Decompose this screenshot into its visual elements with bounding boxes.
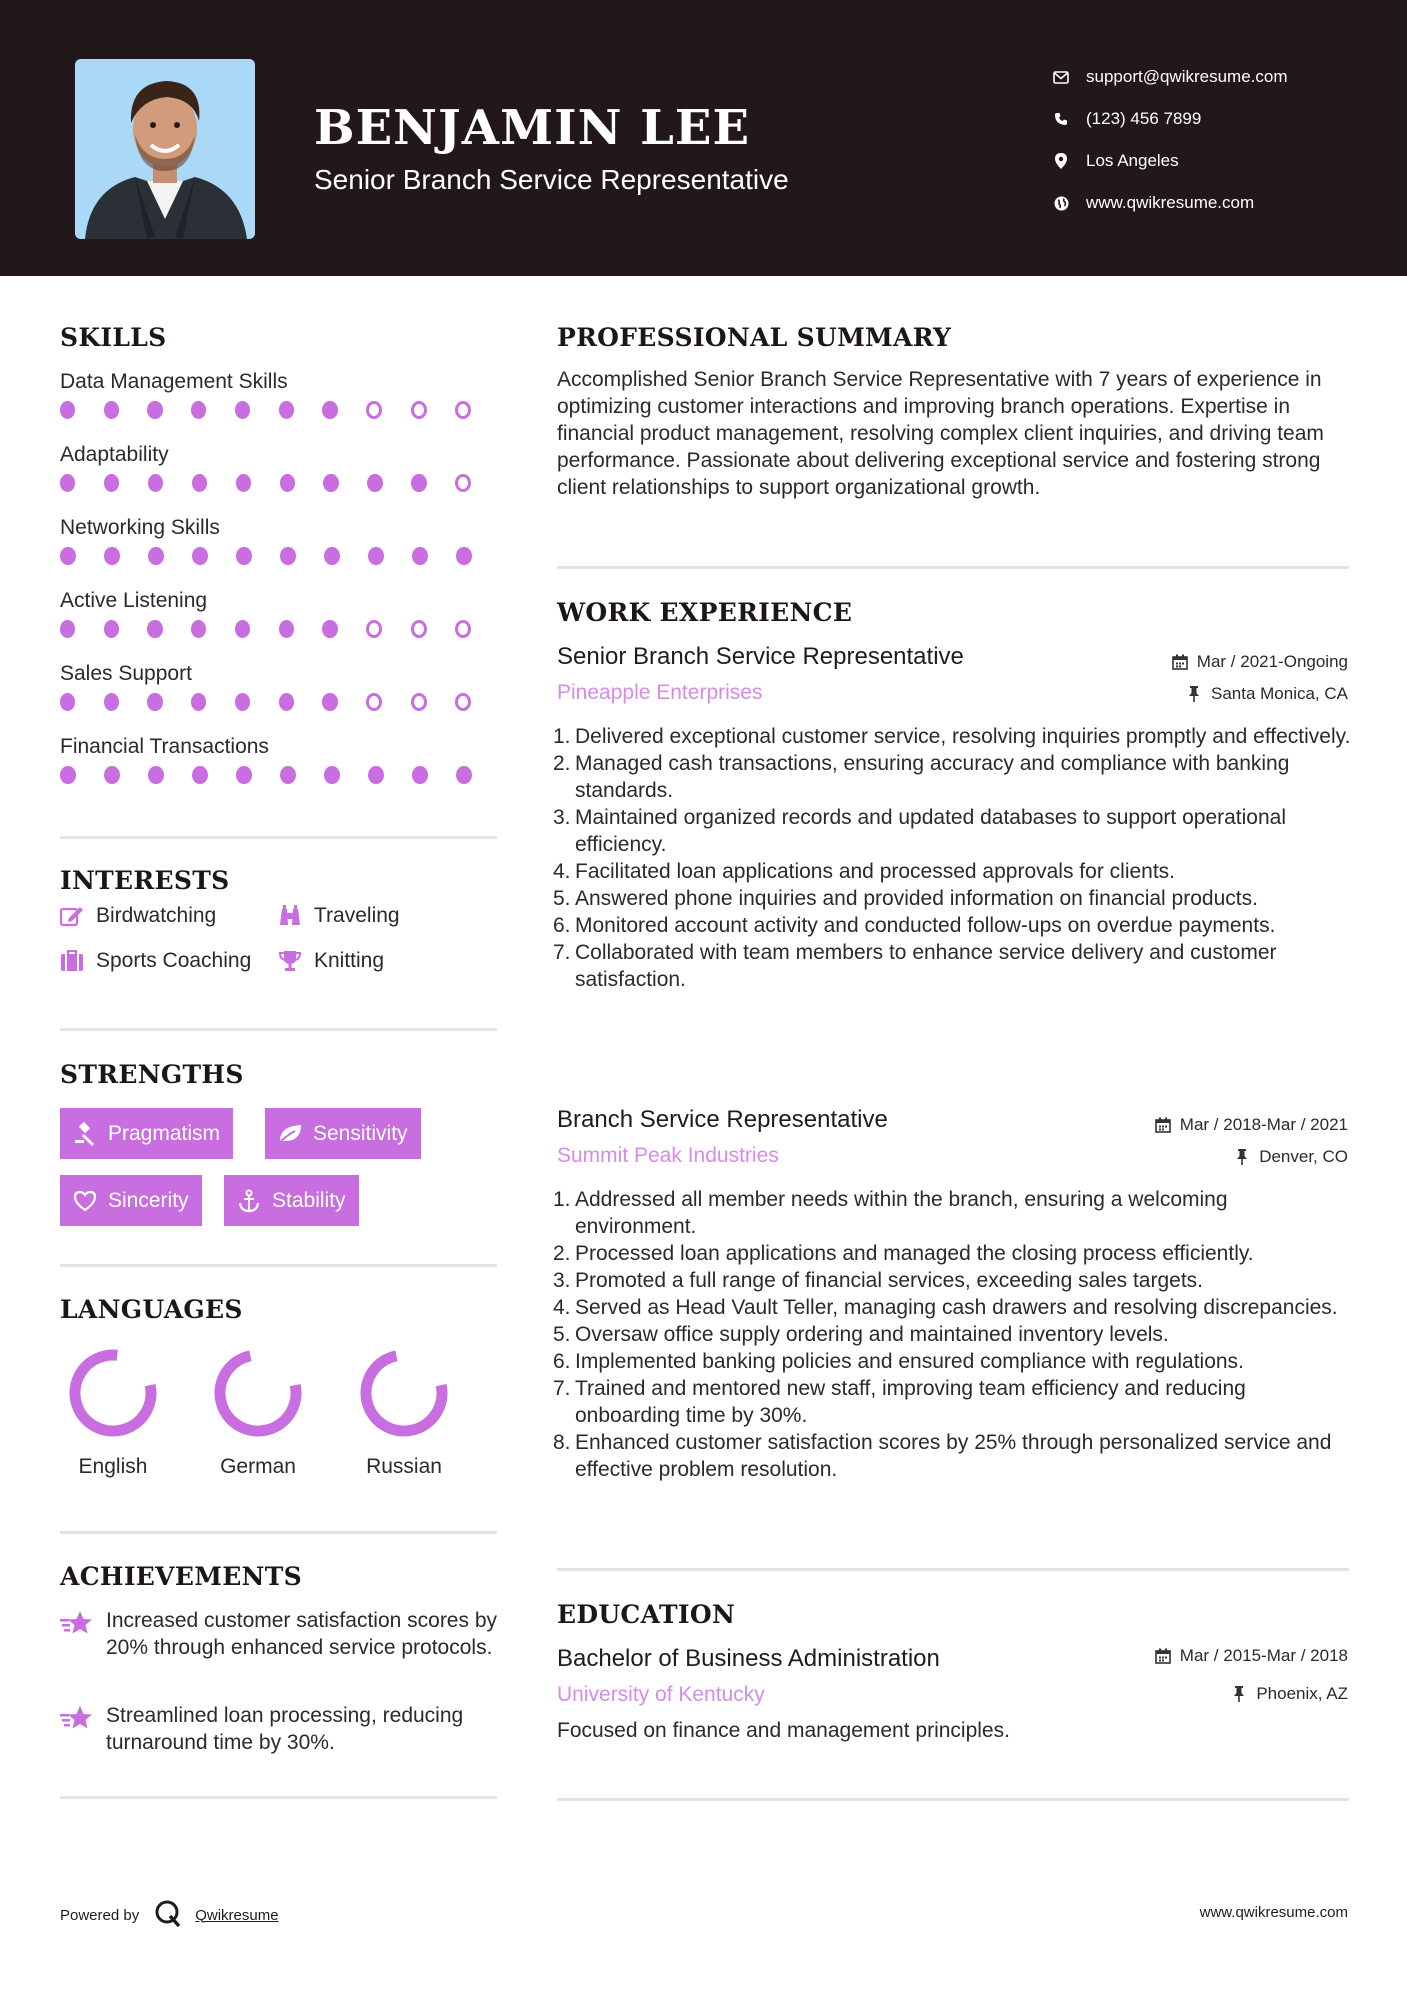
job-dates-text: Mar / 2018-Mar / 2021 [1179,1115,1348,1134]
skill-item [60,367,500,440]
rating-dot-filled [192,547,208,565]
bullet-number: 1. [553,725,571,748]
leaf-icon [277,1122,303,1146]
rating-dot-filled [235,693,250,711]
strength-label: Stability [272,1188,346,1212]
bullet-text: Answered phone inquiries and provided information on financial products. [575,887,1258,910]
language-gauge-arc [213,1348,303,1438]
skill-name: Networking Skills [60,516,220,539]
globe-icon [1050,196,1072,211]
interest-label: Traveling [314,904,400,927]
phone-icon [1050,112,1072,126]
footer-powered-by [60,1898,279,1932]
rating-dot-filled [104,620,119,638]
pushpin-icon [1233,1148,1251,1166]
contact-location-text: Los Angeles [1086,151,1179,170]
bullet-number: 5. [553,887,571,910]
rating-dot-filled [322,693,337,711]
rating-dot-filled [147,620,162,638]
strengths-title: STRENGTHS [60,1060,244,1089]
rating-dot-filled [60,547,76,565]
rating-dot-filled [368,547,384,565]
rating-dot-filled [104,401,119,419]
rating-dot-filled [104,693,119,711]
rating-dot-filled [280,547,296,565]
bullet-number: 3. [553,1269,571,1292]
strength-label: Pragmatism [108,1121,221,1145]
interest-item [60,904,216,928]
rating-dot-filled [322,401,337,419]
rating-dot-filled [236,547,252,565]
skill-rating [60,474,500,492]
envelope-icon [1050,71,1072,84]
rating-dot-filled [235,620,250,638]
heart-icon [72,1189,98,1213]
anchor-icon [236,1189,262,1213]
bullet-text: Addressed all member needs within the branch, ensuring a welcoming environment. [575,1188,1228,1238]
rating-dot-filled [323,474,338,492]
job-bullet [553,1348,1353,1375]
language-item [344,1345,464,1479]
rating-dot-empty [455,620,471,638]
candidate-role: Senior Branch Service Representative [314,164,789,195]
divider [60,1531,497,1534]
summary-title: PROFESSIONAL SUMMARY [557,323,952,352]
bullet-text: Served as Head Vault Teller, managing cash drawers and resolving discrepancies. [575,1296,1338,1319]
rating-dot-filled [235,401,250,419]
skill-name: Active Listening [60,589,208,612]
bullet-text: Monitored account activity and conducted follow-ups on overdue payments. [575,914,1276,937]
job-bullet [553,750,1353,804]
interest-label: Sports Coaching [96,949,252,972]
rating-dot-filled [368,766,384,784]
bullet-text: Trained and mentored new staff, improving team efficiency and reducing onboarding time by 30%. [575,1377,1246,1427]
job-location-text: Santa Monica, CA [1210,684,1348,703]
trophy-icon [278,949,302,973]
calendar-icon [1171,653,1189,671]
job-bullet [553,885,1353,912]
job-title: Branch Service Representative [557,1106,888,1133]
rating-dot-filled [411,474,426,492]
rating-dot-empty [455,401,471,419]
job-bullets [553,723,1353,993]
strength-tag [60,1175,202,1226]
bullet-text: Maintained organized records and updated databases to support operational efficiency. [575,806,1286,856]
language-gauge [356,1345,452,1441]
interests-title: INTERESTS [60,866,230,895]
skill-item [60,513,500,586]
footer-website[interactable]: www.qwikresume.com [1199,1904,1348,1921]
binoculars-icon [278,904,302,928]
rating-dot-filled [280,766,296,784]
pushpin-icon [1230,1685,1248,1703]
rating-dot-filled [148,474,163,492]
rating-dot-filled [236,766,252,784]
rating-dot-filled [324,547,340,565]
bullet-number: 7. [553,941,571,964]
job-dates-text: Mar / 2021-Ongoing [1196,652,1348,671]
powered-by-text: Powered by [60,1906,140,1924]
education-dates [1154,1646,1348,1666]
gavel-icon [72,1122,98,1146]
bullet-number: 2. [553,752,571,775]
contact-list [1050,56,1390,224]
bullet-number: 5. [553,1323,571,1346]
rating-dot-filled [322,620,337,638]
star-icon [60,1704,94,1732]
rating-dot-filled [236,474,251,492]
rating-dot-filled [60,401,75,419]
rating-dot-filled [104,547,120,565]
rating-dot-filled [412,766,428,784]
job-bullets [553,1186,1353,1483]
contact-email-text: support@qwikresume.com [1086,67,1288,86]
rating-dot-filled [60,766,76,784]
skill-rating [60,620,500,638]
rating-dot-filled [104,474,119,492]
job-bullet [553,1321,1353,1348]
interest-label: Birdwatching [96,904,217,927]
rating-dot-empty [366,693,382,711]
edit-icon [60,904,84,928]
job-dates [1154,1115,1348,1135]
rating-dot-filled [412,547,428,565]
job-bullet [553,912,1353,939]
skill-name: Data Management Skills [60,370,288,393]
bullet-number: 2. [553,1242,571,1265]
rating-dot-filled [104,766,120,784]
divider [557,1798,1349,1801]
skill-item [60,659,500,732]
rating-dot-filled [192,766,208,784]
skill-rating [60,547,500,565]
contact-phone-text: (123) 456 7899 [1086,109,1202,128]
job-bullet [553,1240,1353,1267]
rating-dot-filled [191,401,206,419]
bullet-text: Promoted a full range of financial services, exceeding sales targets. [575,1269,1204,1292]
language-gauge-arc [68,1348,158,1438]
skill-rating [60,693,500,711]
rating-dot-filled [191,620,206,638]
rating-dot-filled [60,620,75,638]
skill-item [60,440,500,513]
languages-title: LANGUAGES [60,1295,243,1324]
divider [60,1796,497,1799]
job-bullet [553,858,1353,885]
skill-item [60,732,500,805]
language-gauge-arc [359,1348,449,1438]
rating-dot-filled [456,547,472,565]
skill-name: Adaptability [60,443,169,466]
strength-tag [60,1108,233,1159]
calendar-icon [1154,1116,1172,1134]
bullet-number: 4. [553,860,571,883]
contact-website[interactable] [1050,182,1390,224]
rating-dot-filled [279,620,294,638]
contact-website-text: www.qwikresume.com [1086,193,1255,212]
skills-list [60,367,500,805]
company-name: Pineapple Enterprises [557,681,763,704]
summary-text: Accomplished Senior Branch Service Representative with 7 years of experience in optimizing customer interactions and improving branch operations. Expertise in financial product management, resolving complex client inquiries, and driving team performance. Passionate about delivering exceptional service and fostering strong client relationships to support organizational growth. [557,368,1324,499]
achievement-item [60,1702,500,1756]
language-name: English [78,1455,148,1478]
rating-dot-filled [60,474,75,492]
rating-dot-filled [148,547,164,565]
resume-header [0,0,1407,276]
rating-dot-filled [279,401,294,419]
education-location-text: Phoenix, AZ [1256,1684,1348,1703]
interest-item [278,904,400,928]
rating-dot-filled [456,766,472,784]
bullet-text: Oversaw office supply ordering and maintained inventory levels. [575,1323,1169,1346]
achievement-text: Streamlined loan processing, reducing turnaround time by 30%. [106,1704,464,1754]
bullet-text: Managed cash transactions, ensuring accuracy and compliance with banking standards. [575,752,1290,802]
skill-item [60,586,500,659]
job-bullet [553,1186,1353,1240]
education-dates-text: Mar / 2015-Mar / 2018 [1179,1646,1348,1665]
rating-dot-filled [280,474,295,492]
bullet-text: Delivered exceptional customer service, resolving inquiries promptly and effectively. [575,725,1351,748]
skill-rating [60,401,500,419]
bullet-number: 8. [553,1431,571,1454]
strength-label: Sincerity [108,1188,189,1212]
job-bullet [553,1375,1353,1429]
bullet-number: 6. [553,1350,571,1373]
job-location [1185,684,1348,704]
bullet-number: 3. [553,806,571,829]
strength-tag [265,1108,421,1159]
bullet-text: Facilitated loan applications and processed approvals for clients. [575,860,1176,883]
rating-dot-filled [147,693,162,711]
rating-dot-filled [279,693,294,711]
contact-location [1050,140,1390,182]
qwikresume-link[interactable]: Qwikresume [195,1906,279,1924]
language-name: German [220,1455,296,1478]
bullet-number: 7. [553,1377,571,1400]
bullet-text: Enhanced customer satisfaction scores by 25% through personalized service and effective problem resolution. [575,1431,1332,1481]
divider [60,836,497,839]
education-title: EDUCATION [557,1600,736,1629]
divider [60,1028,497,1031]
job-title: Senior Branch Service Representative [557,643,964,670]
job-bullet [553,1267,1353,1294]
job-bullet [553,939,1353,993]
candidate-name: BENJAMIN LEE [314,100,751,156]
bullet-text: Processed loan applications and managed the closing process efficiently. [575,1242,1254,1265]
rating-dot-empty [366,620,382,638]
language-gauge [65,1345,161,1441]
rating-dot-filled [191,693,206,711]
job-bullet [553,804,1353,858]
rating-dot-filled [148,766,164,784]
rating-dot-empty [366,401,382,419]
achievement-text: Increased customer satisfaction scores by 20% through enhanced service protocols. [106,1609,498,1659]
strength-label: Sensitivity [313,1121,408,1145]
rating-dot-filled [192,474,207,492]
rating-dot-filled [367,474,382,492]
achievement-item [60,1607,500,1661]
interest-item [60,949,251,973]
bullet-number: 1. [553,1188,571,1211]
job-bullet [553,1294,1353,1321]
rating-dot-filled [60,693,75,711]
job-bullet [553,1429,1353,1483]
language-item [198,1345,318,1479]
rating-dot-empty [455,693,471,711]
rating-dot-empty [411,401,427,419]
language-name: Russian [366,1455,442,1478]
education-location [1230,1684,1348,1704]
experience-title: WORK EXPERIENCE [557,598,853,627]
qwikresume-logo-icon [153,1898,183,1932]
rating-dot-empty [455,474,471,492]
skill-name: Financial Transactions [60,735,269,758]
job-location [1233,1147,1348,1167]
briefcase-icon [60,949,84,973]
rating-dot-empty [411,620,427,638]
contact-email[interactable] [1050,56,1390,98]
school-name: University of Kentucky [557,1683,765,1706]
achievements-title: ACHIEVEMENTS [60,1562,302,1591]
education-description: Focused on finance and management principles. [557,1719,1010,1742]
interest-label: Knitting [314,949,385,972]
pushpin-icon [1185,685,1203,703]
star-icon [60,1609,94,1637]
divider [557,566,1349,569]
skills-title: SKILLS [60,323,167,352]
job-bullet [553,723,1353,750]
profile-photo [75,59,255,239]
bullet-text: Implemented banking policies and ensured compliance with regulations. [575,1350,1244,1373]
map-marker-icon [1050,153,1072,169]
language-gauge [210,1345,306,1441]
rating-dot-empty [411,693,427,711]
calendar-icon [1154,1647,1172,1665]
bullet-text: Collaborated with team members to enhance service delivery and customer satisfaction. [575,941,1277,991]
degree-title: Bachelor of Business Administration [557,1645,940,1672]
language-item [53,1345,173,1479]
bullet-number: 6. [553,914,571,937]
job-dates [1171,652,1348,672]
interest-item [278,949,384,973]
skill-rating [60,766,500,784]
strength-tag [224,1175,359,1226]
rating-dot-filled [147,401,162,419]
rating-dot-filled [324,766,340,784]
job-location-text: Denver, CO [1259,1147,1348,1166]
divider [60,1264,497,1267]
company-name: Summit Peak Industries [557,1144,779,1167]
bullet-number: 4. [553,1296,571,1319]
divider [557,1568,1349,1571]
contact-phone[interactable] [1050,98,1390,140]
skill-name: Sales Support [60,662,192,685]
